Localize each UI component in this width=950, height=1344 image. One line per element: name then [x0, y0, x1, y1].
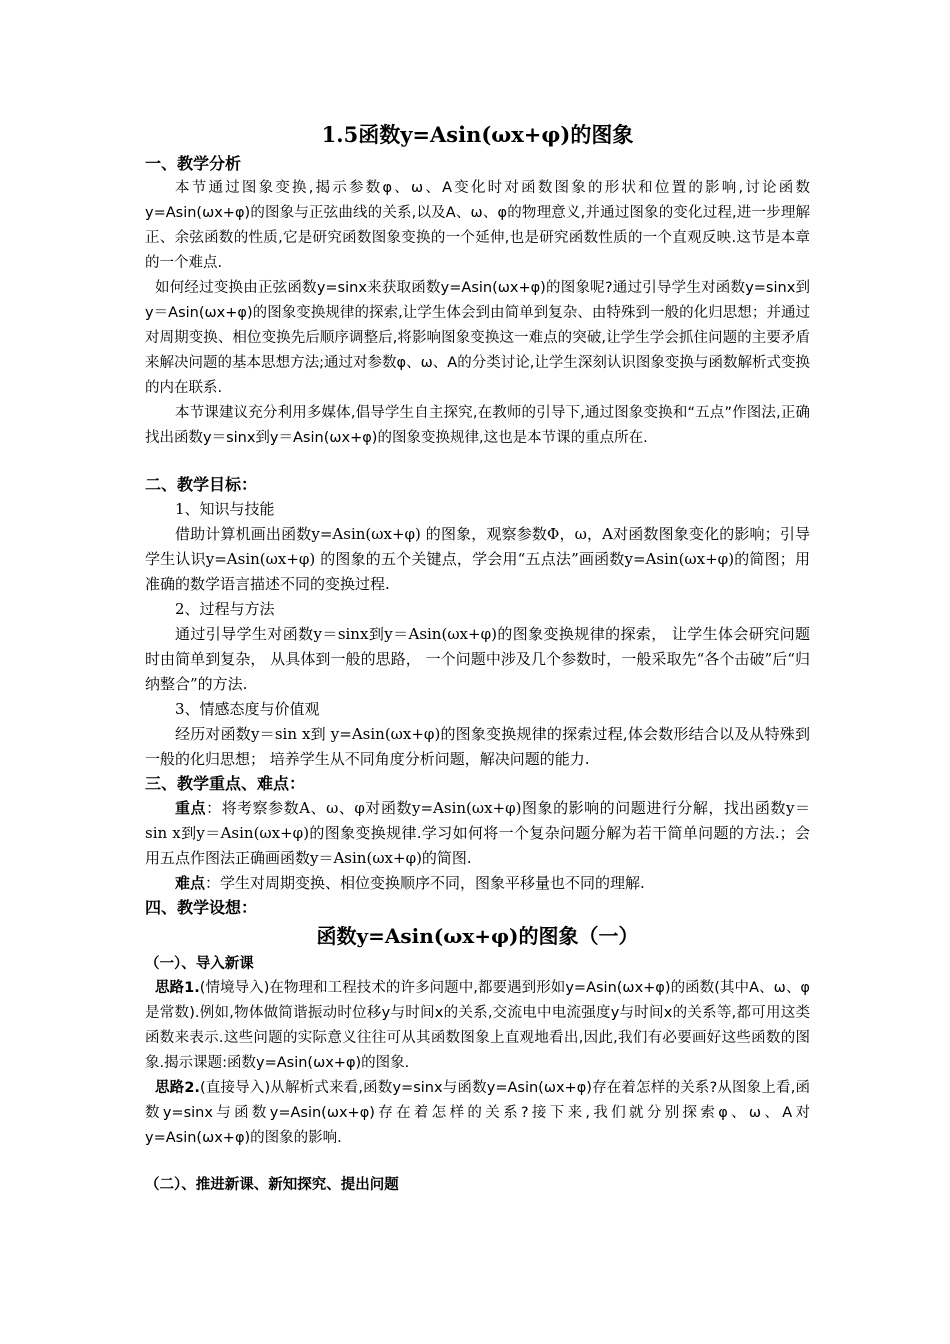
analysis-paragraph-1: 本节通过图象变换,揭示参数φ、ω、A变化时对函数图象的形状和位置的影响,讨论函数y=Asin(ωx+φ)的图象与正弦曲线的关系,以及A、ω、φ的物理意义,并通过图象的变化过程,进一步理解正、余弦函数的性质,它是研究函数图象变换的一个延伸,也是研究函数性质的一个直观反映.这节是本章的一个难点. — [145, 180, 810, 271]
subsection-new-lesson-heading: （二）、推进新课、新知探究、提出问题 — [145, 1176, 399, 1193]
idea-1-paragraph — [145, 976, 810, 1076]
goal-3-text: 经历对函数y＝sin x到 y=Asin(ωx+φ)的图象变换规律的探索过程,体会数形结合以及从特殊到一般的化归思想； 培养学生从不同角度分析问题，解决问题的能力. — [145, 725, 810, 768]
goal-3-title: 3、情感态度与价值观 — [175, 700, 320, 718]
goal-1-title: 1、知识与技能 — [175, 500, 275, 518]
key-point-label: 重点 — [175, 799, 207, 817]
idea-2-text: (直接导入)从解析式来看,函数y=sinx与函数y=Asin(ωx+φ)存在着怎样的关系?从图象上看,函数y=sinx与函数y=Asin(ωx+φ)存在着怎样的关系?接下来,我们就分别探索φ、ω、A对y=Asin(ωx+φ)的图象的影响. — [145, 1080, 810, 1146]
difficulty-paragraph — [145, 871, 810, 896]
section-heading-goals: 二、教学目标： — [145, 475, 258, 494]
difficulty-text: ：学生对周期变换、相位变换顺序不同，图象平移量也不同的理解. — [205, 874, 645, 892]
document-title: 1.5函数y=Asin(ωx+φ)的图象 — [321, 122, 634, 147]
subsection-intro-heading: （一）、导入新课 — [145, 955, 254, 972]
difficulty-label: 难点 — [175, 874, 206, 892]
idea-2-label: 思路2. — [155, 1080, 200, 1096]
section-heading-design: 四、教学设想： — [145, 898, 258, 917]
section-heading-key-points: 三、教学重点、难点： — [145, 774, 306, 793]
key-point-paragraph — [145, 796, 810, 871]
section-heading-analysis: 一、教学分析 — [145, 154, 242, 173]
goal-1-text: 借助计算机画出函数y=Asin(ωx+φ) 的图象，观察参数Φ，ω，A对函数图象变化的影响；引导学生认识y=Asin(ωx+φ) 的图象的五个关键点，学会用“五点法”画函数y=Asin(ωx+φ)的简图；用准确的数学语言描述不同的变换过程. — [145, 525, 810, 593]
idea-1-label: 思路1. — [155, 980, 200, 996]
key-point-text: ：将考察参数A、ω、φ对函数y=Asin(ωx+φ)图象的影响的问题进行分解，找出函数y＝sin x到y＝Asin(ωx+φ)的图象变换规律.学习如何将一个复杂问题分解为若干简单问题的方法.；会用五点作图法正确画函数y＝Asin(ωx+φ)的简图. — [145, 799, 810, 867]
idea-2-paragraph — [145, 1076, 810, 1151]
goal-2-title: 2、过程与方法 — [175, 600, 275, 618]
goal-2-text: 通过引导学生对函数y＝sinx到y＝Asin(ωx+φ)的图象变换规律的探索， 让学生体会研究问题时由简单到复杂， 从具体到一般的思路， 一个问题中涉及几个参数时，一般采取先“各个击破”后“归纳整合”的方法. — [145, 625, 810, 693]
document-body — [145, 118, 810, 1197]
analysis-paragraph-2: 如何经过变换由正弦函数y=sinx来获取函数y=Asin(ωx+φ)的图象呢?通过引导学生对函数y=sinx到y＝Asin(ωx+φ)的图象变换规律的探索,让学生体会到由简单到复杂、由特殊到一般的化归思想；并通过对周期变换、相位变换先后顺序调整后,将影响图象变换这一难点的突破,让学生学会抓住问题的主要矛盾来解决问题的基本思想方法;通过对参数φ、ω、A的分类讨论,让学生深刻认识图象变换与函数解析式变换的内在联系. — [145, 280, 810, 396]
lesson-title: 函数y=Asin(ωx+φ)的图象（一） — [316, 924, 639, 948]
analysis-paragraph-3: 本节课建议充分利用多媒体,倡导学生自主探究,在教师的引导下,通过图象变换和“五点”作图法,正确找出函数y＝sinx到y＝Asin(ωx+φ)的图象变换规律,这也是本节课的重点所在. — [145, 405, 810, 446]
idea-1-text: (情境导入)在物理和工程技术的许多问题中,都要遇到形如y=Asin(ωx+φ)的函数(其中A、ω、φ是常数).例如,物体做简谐振动时位移y与时间x的关系,交流电中电流强度y与时间x的关系等,都可用这类函数来表示.这些问题的实际意义往往可从其函数图象上直观地看出,因此,我们有必要画好这些函数的图象.揭示课题:函数y=Asin(ωx+φ)的图象. — [145, 980, 810, 1071]
